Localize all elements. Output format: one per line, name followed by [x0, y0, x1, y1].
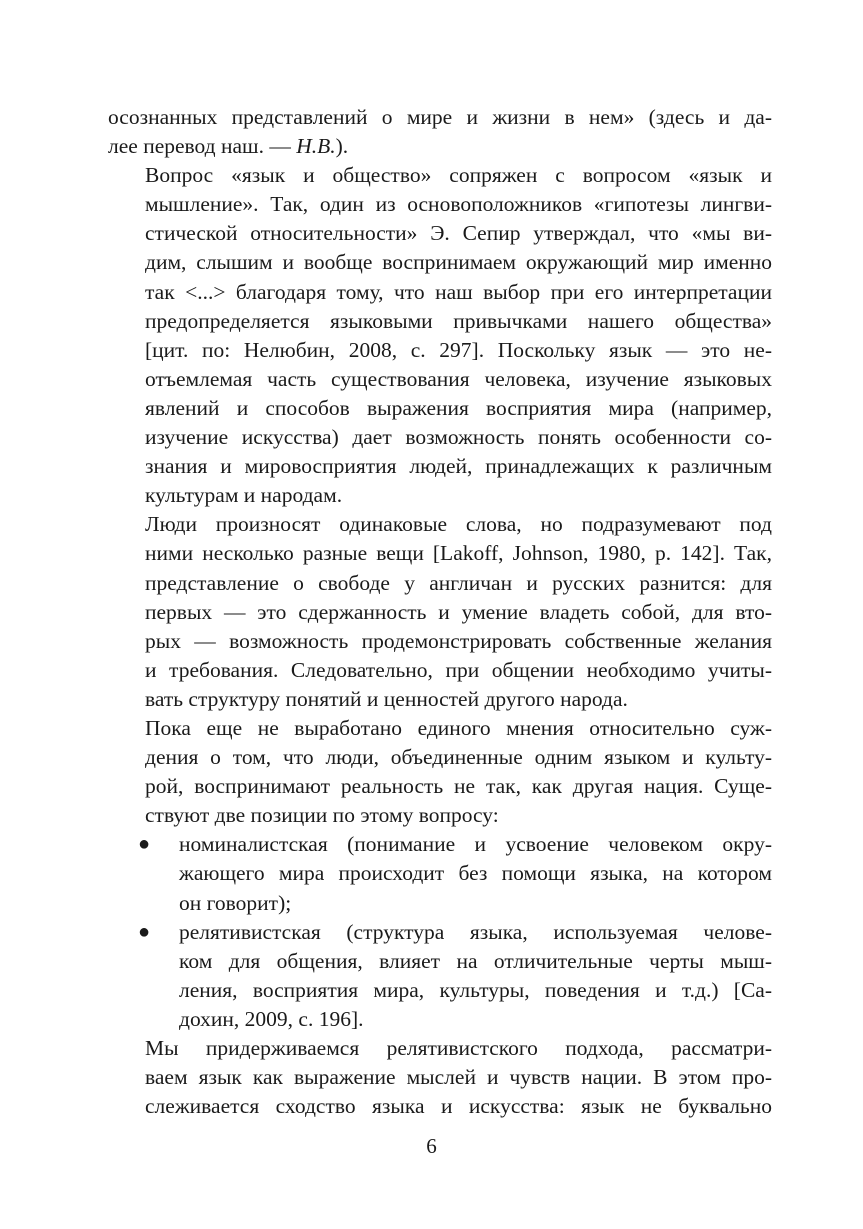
text-line: отъемлемая часть существования человека, изучение языковых	[145, 366, 772, 391]
author-initials: Н.В.	[296, 134, 336, 159]
text-line: [цит. по: Нелюбин, 2008, с. 297]. Поскольку язык — это не-	[145, 337, 772, 362]
text-line: вать структуру понятий и ценностей другого народа.	[145, 686, 628, 711]
text-line: предопределяется языковыми привычками нашего общества»	[145, 308, 772, 333]
text-line: ними несколько разные вещи [Lakoff, Johnson, 1980, p. 142]. Так,	[145, 541, 772, 566]
list-item	[108, 830, 772, 917]
text-line: ствуют две позиции по этому вопросу:	[145, 803, 499, 828]
text-line: осознанных представлений о мире и жизни в нем» (здесь и да-	[108, 105, 772, 129]
text-line: Пока еще не выработано единого мнения относительно суж-	[145, 715, 772, 740]
text-line: дим, слышим и вообще воспринимаем окружающий мир именно	[145, 250, 772, 275]
text-line: ком для общения, влияет на отличительные черты мыш-	[179, 948, 772, 973]
text-line: номиналистская (понимание и усвоение человеком окру-	[179, 832, 772, 857]
text-line: Люди произносят одинаковые слова, но подразумевают под	[145, 512, 772, 537]
bullet-icon: ●	[138, 920, 151, 943]
text-line: релятивистская (структура языка, используемая челове-	[179, 919, 772, 944]
text-line: рых — возможность продемонстрировать собственные желания	[145, 628, 772, 653]
bullet-list	[108, 830, 772, 1034]
paragraph-3	[108, 510, 772, 714]
text-line: культурам и народам.	[145, 483, 343, 508]
text-line: слеживается сходство языка и искусства: язык не буквально	[145, 1094, 772, 1119]
text-line: изучение искусства) дает возможность понять особенности со-	[145, 425, 772, 450]
text-line: рой, воспринимают реальность не так, как другая нация. Суще-	[145, 774, 772, 799]
text-line: первых — это сдержанность и умение владеть собой, для вто-	[145, 599, 772, 624]
text-line: знания и мировосприятия людей, принадлежащих к различным	[145, 454, 772, 479]
text-fragment: лее перевод наш. —	[108, 134, 297, 159]
text-line: представление о свободе у англичан и русских разнится: для	[145, 570, 772, 595]
text-line: Вопрос «язык и общество» сопряжен с вопросом «язык и	[145, 163, 772, 188]
paragraph-4	[108, 714, 772, 830]
text-line: он говорит);	[179, 890, 292, 915]
text-line: дохин, 2009, с. 196].	[179, 1006, 364, 1031]
text-line: и требования. Следовательно, при общении необходимо учиты-	[145, 657, 772, 682]
paragraph-5	[108, 1034, 772, 1121]
text-line: так <...> благодаря тому, что наш выбор при его интерпретации	[145, 279, 772, 304]
text-line: мышление». Так, один из основоположников «гипотезы лингви-	[145, 192, 772, 217]
text-fragment: ).	[335, 134, 349, 159]
text-line	[108, 132, 772, 161]
text-line: явлений и способов выражения восприятия мира (например,	[145, 395, 772, 420]
text-line: стической относительности» Э. Сепир утверждал, что «мы ви-	[145, 221, 772, 246]
text-line: дения о том, что люди, объединенные одним языком и культу-	[145, 745, 772, 770]
list-item	[108, 918, 772, 1034]
page-body	[108, 103, 772, 1121]
paragraph-2	[108, 161, 772, 510]
paragraph-1	[108, 103, 772, 161]
text-line: Мы придерживаемся релятивистского подхода, рассматри-	[145, 1036, 772, 1060]
text-line: ваем язык как выражение мыслей и чувств нации. В этом про-	[145, 1065, 772, 1090]
text-line: ления, восприятия мира, культуры, поведения и т.д.) [Са-	[179, 977, 772, 1002]
bullet-icon: ●	[138, 833, 151, 856]
page-number: 6	[426, 1134, 437, 1158]
text-line: жающего мира происходит без помощи языка, на котором	[179, 861, 772, 886]
